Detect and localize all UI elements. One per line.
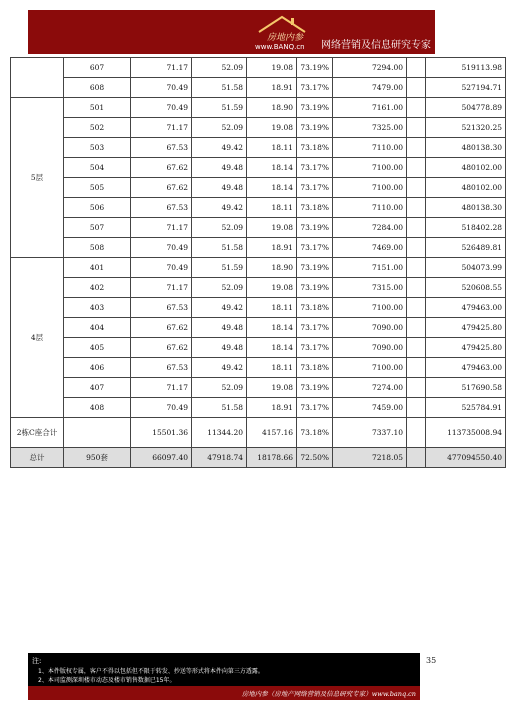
unit-price-cell: 7110.00 [333, 138, 407, 158]
shared-area-cell: 18.14 [247, 338, 297, 358]
subtotal-row [11, 418, 506, 448]
ratio-cell: 73.17% [297, 238, 333, 258]
room-cell: 501 [64, 98, 131, 118]
usable-area-cell: 49.42 [192, 138, 247, 158]
area-cell: 70.49 [131, 98, 192, 118]
area-cell: 71.17 [131, 278, 192, 298]
shared-area-cell: 19.08 [247, 58, 297, 78]
room-cell: 507 [64, 218, 131, 238]
usable-area-cell: 52.09 [192, 278, 247, 298]
usable-area-cell: 52.09 [192, 378, 247, 398]
usable-area-cell: 49.48 [192, 178, 247, 198]
ratio-cell: 73.19% [297, 98, 333, 118]
ratio-cell: 73.19% [297, 378, 333, 398]
unit-price-cell: 7459.00 [333, 398, 407, 418]
blank-cell [407, 418, 426, 448]
room-cell: 408 [64, 398, 131, 418]
shared-area-cell: 18.11 [247, 198, 297, 218]
room-cell: 407 [64, 378, 131, 398]
shared-area-cell: 18178.66 [247, 448, 297, 468]
ratio-cell: 72.50% [297, 448, 333, 468]
table-row [11, 58, 506, 78]
shared-area-cell: 4157.16 [247, 418, 297, 448]
blank-cell [407, 158, 426, 178]
blank-cell [407, 98, 426, 118]
blank-cell [407, 318, 426, 338]
area-cell: 67.53 [131, 138, 192, 158]
unit-price-cell: 7161.00 [333, 98, 407, 118]
blank-cell [407, 198, 426, 218]
area-cell: 70.49 [131, 258, 192, 278]
unit-price-cell: 7325.00 [333, 118, 407, 138]
unit-price-cell: 7090.00 [333, 318, 407, 338]
ratio-cell: 73.17% [297, 338, 333, 358]
usable-area-cell: 51.58 [192, 398, 247, 418]
shared-area-cell: 18.91 [247, 398, 297, 418]
table-row [11, 398, 506, 418]
usable-area-cell: 49.48 [192, 318, 247, 338]
table-row [11, 278, 506, 298]
total-price-cell: 504778.89 [426, 98, 506, 118]
footer-brand-bar [28, 686, 420, 700]
shared-area-cell: 19.08 [247, 378, 297, 398]
area-cell: 67.62 [131, 338, 192, 358]
ratio-cell: 73.17% [297, 318, 333, 338]
room-cell: 508 [64, 238, 131, 258]
room-cell: 401 [64, 258, 131, 278]
footer-notes [28, 653, 420, 700]
area-cell: 70.49 [131, 398, 192, 418]
unit-price-cell: 7100.00 [333, 298, 407, 318]
room-cell: 950套 [64, 448, 131, 468]
note-title: 注: [32, 657, 42, 665]
total-price-cell: 113735008.94 [426, 418, 506, 448]
room-cell: 503 [64, 138, 131, 158]
table-row [11, 78, 506, 98]
total-price-cell: 480102.00 [426, 158, 506, 178]
note-line-1: 1、本件版权专属，客户不得以包括但不限于转发、抄送等形式将本件向第三方透露。 [38, 668, 264, 675]
unit-price-cell: 7337.10 [333, 418, 407, 448]
area-cell: 66097.40 [131, 448, 192, 468]
area-cell: 70.49 [131, 78, 192, 98]
total-price-cell: 479463.00 [426, 298, 506, 318]
blank-cell [407, 178, 426, 198]
table-body [11, 58, 506, 468]
usable-area-cell: 49.42 [192, 198, 247, 218]
blank-cell [407, 358, 426, 378]
room-cell: 402 [64, 278, 131, 298]
area-cell: 67.53 [131, 358, 192, 378]
shared-area-cell: 18.11 [247, 138, 297, 158]
table-row [11, 378, 506, 398]
total-price-cell: 525784.91 [426, 398, 506, 418]
room-cell: 504 [64, 158, 131, 178]
header-title: 网络营销及信息研究专家 [321, 40, 431, 51]
note-line-2: 2、本司监测深圳楼市动态及楼市销售数据已15年。 [38, 677, 176, 684]
unit-price-cell: 7090.00 [333, 338, 407, 358]
blank-cell [407, 448, 426, 468]
ratio-cell: 73.18% [297, 358, 333, 378]
room-cell: 405 [64, 338, 131, 358]
room-cell: 403 [64, 298, 131, 318]
area-cell: 15501.36 [131, 418, 192, 448]
ratio-cell: 73.19% [297, 218, 333, 238]
table-row [11, 318, 506, 338]
logo-text: 房地内参 [267, 33, 304, 43]
table-row [11, 358, 506, 378]
unit-price-cell: 7315.00 [333, 278, 407, 298]
page-header-banner [28, 10, 435, 54]
usable-area-cell: 52.09 [192, 218, 247, 238]
total-price-cell: 480102.00 [426, 178, 506, 198]
usable-area-cell: 49.42 [192, 358, 247, 378]
blank-cell [407, 118, 426, 138]
total-price-cell: 504073.99 [426, 258, 506, 278]
total-price-cell: 519113.98 [426, 58, 506, 78]
room-cell: 502 [64, 118, 131, 138]
room-cell: 404 [64, 318, 131, 338]
ratio-cell: 73.19% [297, 118, 333, 138]
usable-area-cell: 47918.74 [192, 448, 247, 468]
usable-area-cell: 51.59 [192, 98, 247, 118]
ratio-cell: 73.17% [297, 178, 333, 198]
usable-area-cell: 52.09 [192, 118, 247, 138]
area-cell: 67.62 [131, 178, 192, 198]
ratio-cell: 73.19% [297, 278, 333, 298]
blank-cell [407, 338, 426, 358]
shared-area-cell: 18.91 [247, 238, 297, 258]
ratio-cell: 73.18% [297, 418, 333, 448]
table-row [11, 158, 506, 178]
usable-area-cell: 51.58 [192, 238, 247, 258]
blank-cell [407, 278, 426, 298]
total-price-cell: 527194.71 [426, 78, 506, 98]
area-cell: 67.62 [131, 318, 192, 338]
area-cell: 71.17 [131, 218, 192, 238]
usable-area-cell: 49.48 [192, 158, 247, 178]
sales-table [10, 57, 506, 468]
shared-area-cell: 18.14 [247, 178, 297, 198]
page-number: 35 [426, 656, 437, 665]
shared-area-cell: 18.90 [247, 258, 297, 278]
floor-label: 5层 [11, 98, 64, 258]
ratio-cell: 73.19% [297, 58, 333, 78]
room-cell [64, 418, 131, 448]
table-row [11, 298, 506, 318]
usable-area-cell: 52.09 [192, 58, 247, 78]
total-price-cell: 518402.28 [426, 218, 506, 238]
ratio-cell: 73.18% [297, 298, 333, 318]
room-cell: 506 [64, 198, 131, 218]
blank-cell [407, 138, 426, 158]
shared-area-cell: 18.11 [247, 358, 297, 378]
area-cell: 70.49 [131, 238, 192, 258]
total-price-cell: 517690.58 [426, 378, 506, 398]
area-cell: 67.62 [131, 158, 192, 178]
total-price-cell: 526489.81 [426, 238, 506, 258]
unit-price-cell: 7100.00 [333, 158, 407, 178]
blank-cell [407, 78, 426, 98]
area-cell: 67.53 [131, 298, 192, 318]
blank-cell [407, 398, 426, 418]
usable-area-cell: 51.59 [192, 258, 247, 278]
shared-area-cell: 19.08 [247, 218, 297, 238]
table-row [11, 338, 506, 358]
area-cell: 71.17 [131, 58, 192, 78]
unit-price-cell: 7274.00 [333, 378, 407, 398]
usable-area-cell: 49.42 [192, 298, 247, 318]
blank-cell [407, 218, 426, 238]
total-price-cell: 521320.25 [426, 118, 506, 138]
unit-price-cell: 7218.05 [333, 448, 407, 468]
unit-price-cell: 7100.00 [333, 358, 407, 378]
total-price-cell: 479463.00 [426, 358, 506, 378]
table-row [11, 198, 506, 218]
logo-url: www.BANQ.cn [255, 43, 305, 51]
blank-cell [407, 58, 426, 78]
table-row [11, 118, 506, 138]
area-cell: 71.17 [131, 378, 192, 398]
unit-price-cell: 7151.00 [333, 258, 407, 278]
total-row [11, 448, 506, 468]
ratio-cell: 73.18% [297, 198, 333, 218]
ratio-cell: 73.17% [297, 158, 333, 178]
table-row [11, 98, 506, 118]
area-cell: 67.53 [131, 198, 192, 218]
total-price-cell: 480138.30 [426, 138, 506, 158]
table-row [11, 218, 506, 238]
floor-cell [11, 58, 64, 98]
shared-area-cell: 18.14 [247, 158, 297, 178]
total-price-cell: 479425.80 [426, 338, 506, 358]
room-cell: 406 [64, 358, 131, 378]
shared-area-cell: 19.08 [247, 278, 297, 298]
footer-brand: 房地内参（房地产网络营销及信息研究专家）www.banq.cn [241, 690, 416, 698]
total-price-cell: 520608.55 [426, 278, 506, 298]
shared-area-cell: 18.90 [247, 98, 297, 118]
table-row [11, 258, 506, 278]
unit-price-cell: 7469.00 [333, 238, 407, 258]
total-price-cell: 480138.30 [426, 198, 506, 218]
shared-area-cell: 18.11 [247, 298, 297, 318]
floor-label: 4层 [11, 258, 64, 418]
total-price-cell: 479425.80 [426, 318, 506, 338]
blank-cell [407, 258, 426, 278]
unit-price-cell: 7479.00 [333, 78, 407, 98]
area-cell: 71.17 [131, 118, 192, 138]
subtotal-label: 2栋C座合计 [11, 418, 64, 448]
shared-area-cell: 18.91 [247, 78, 297, 98]
room-cell: 608 [64, 78, 131, 98]
unit-price-cell: 7294.00 [333, 58, 407, 78]
blank-cell [407, 378, 426, 398]
usable-area-cell: 11344.20 [192, 418, 247, 448]
shared-area-cell: 19.08 [247, 118, 297, 138]
unit-price-cell: 7284.00 [333, 218, 407, 238]
blank-cell [407, 238, 426, 258]
room-cell: 505 [64, 178, 131, 198]
usable-area-cell: 49.48 [192, 338, 247, 358]
ratio-cell: 73.17% [297, 398, 333, 418]
total-label: 总计 [11, 448, 64, 468]
unit-price-cell: 7100.00 [333, 178, 407, 198]
ratio-cell: 73.18% [297, 138, 333, 158]
shared-area-cell: 18.14 [247, 318, 297, 338]
blank-cell [407, 298, 426, 318]
table-row [11, 238, 506, 258]
total-price-cell: 477094550.40 [426, 448, 506, 468]
ratio-cell: 73.17% [297, 78, 333, 98]
table-row [11, 178, 506, 198]
unit-price-cell: 7110.00 [333, 198, 407, 218]
room-cell: 607 [64, 58, 131, 78]
usable-area-cell: 51.58 [192, 78, 247, 98]
ratio-cell: 73.19% [297, 258, 333, 278]
table-row [11, 138, 506, 158]
